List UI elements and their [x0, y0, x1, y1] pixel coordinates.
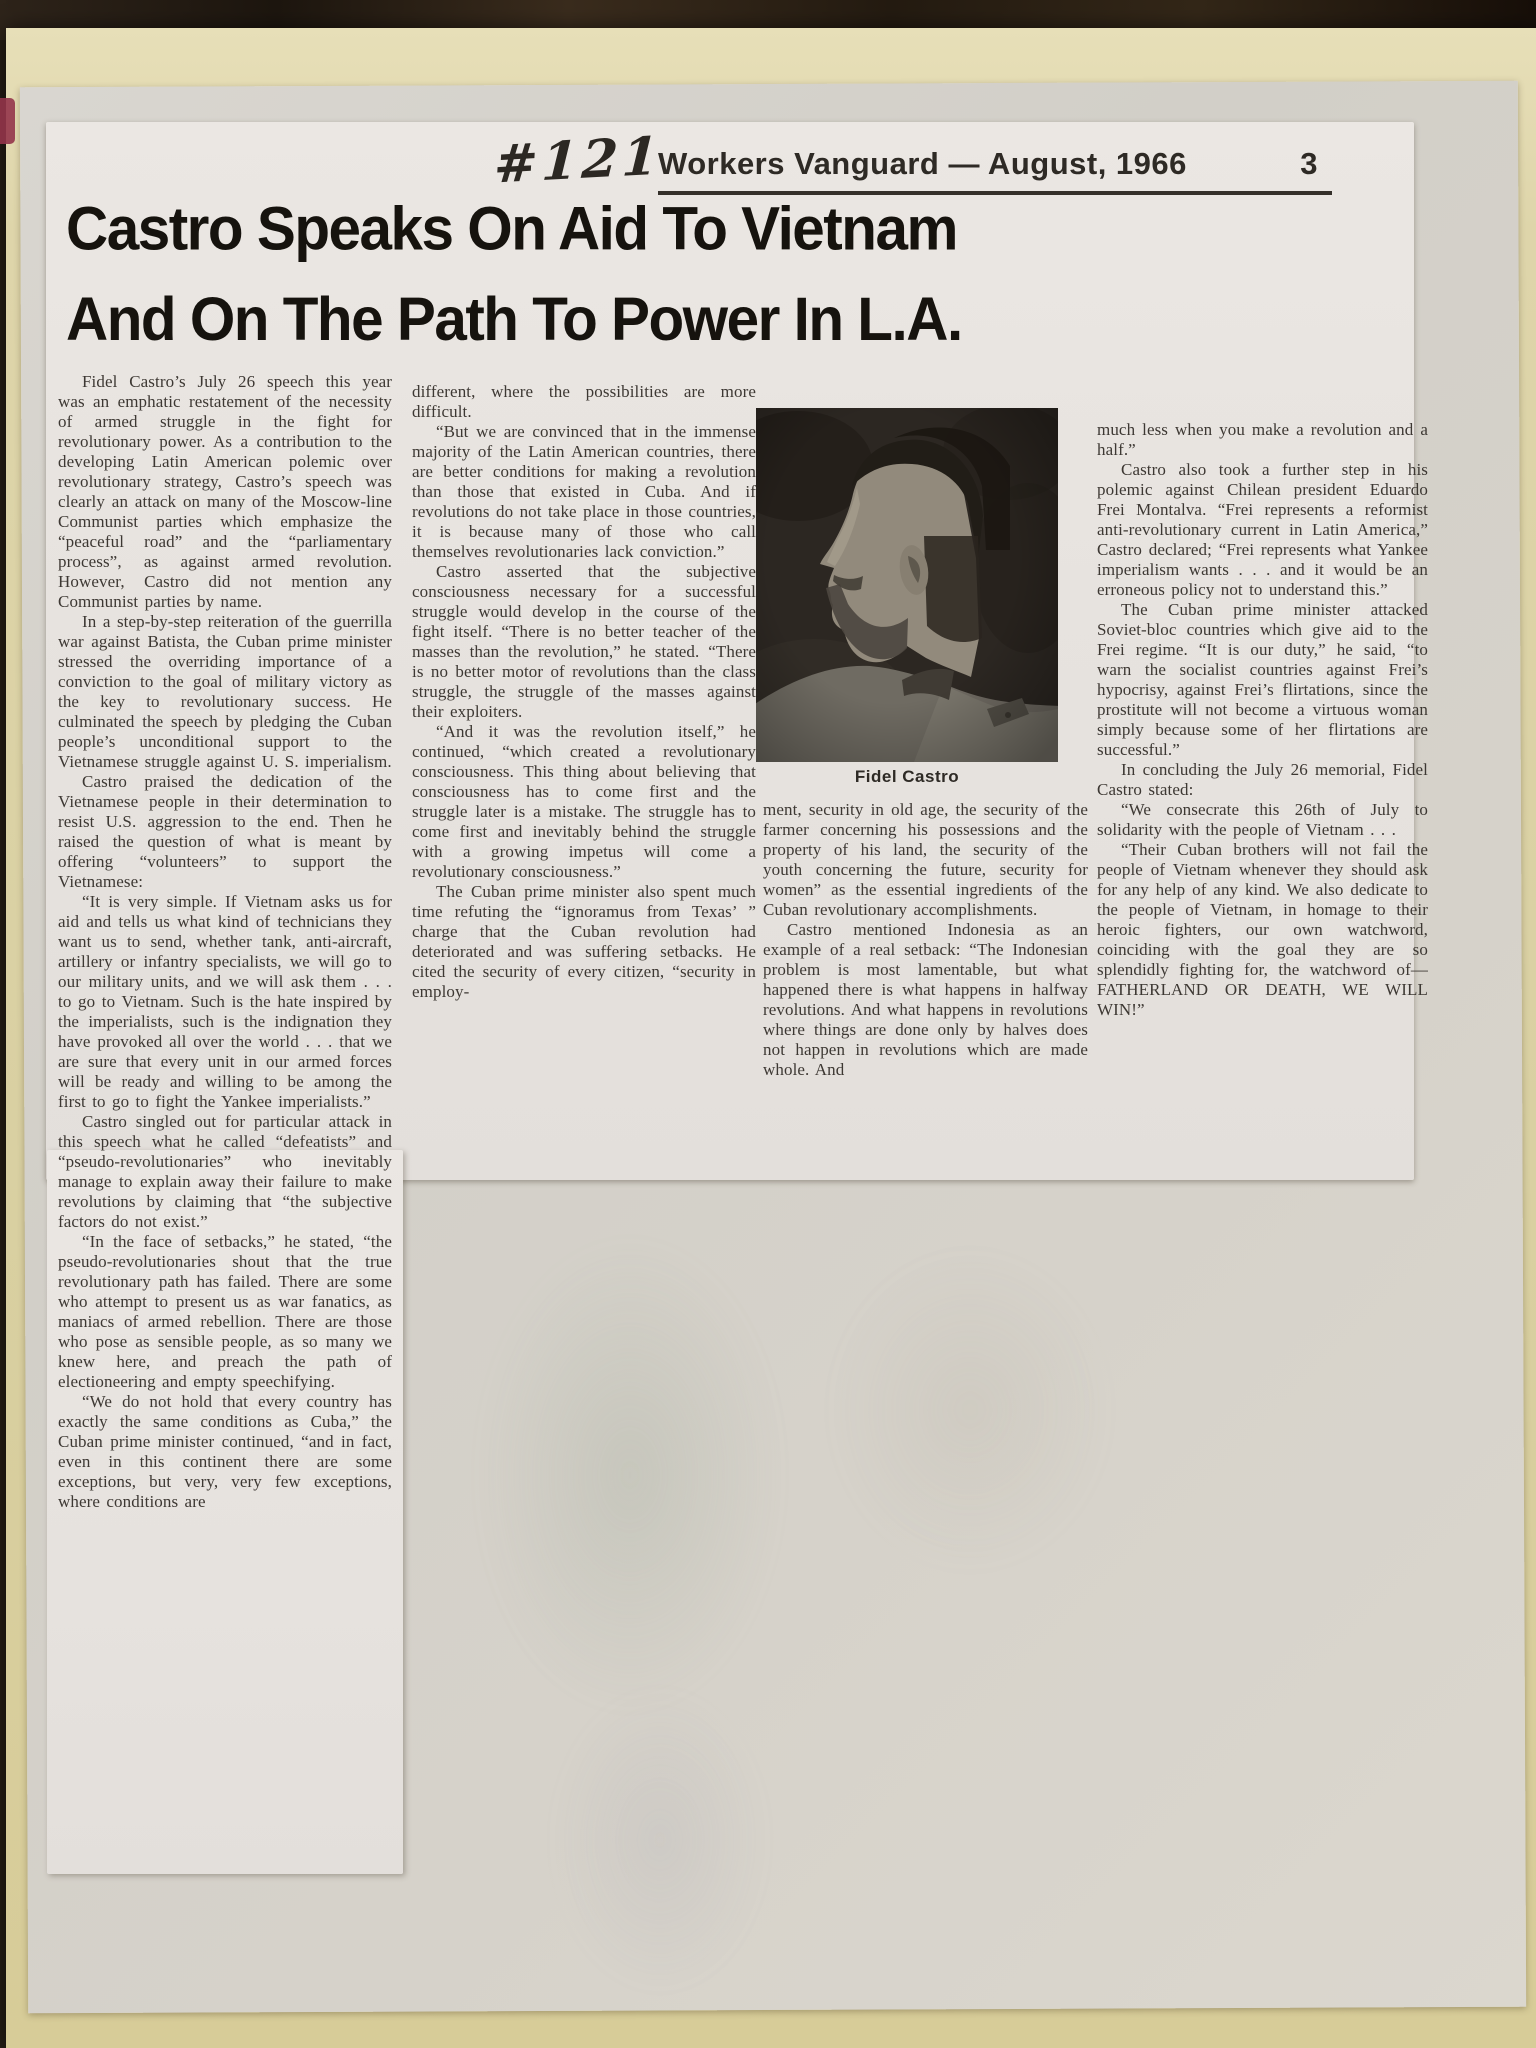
article-paragraph: Castro also took a further step in his polemic against Chilean president Eduardo Frei Montalva. “Frei represents a reformist anti-revolutionary current in Latin America,” Castro declared; “Frei represents what Yankee imperialism wants . . . and it would be an erroneous policy not to understand this.”	[1097, 460, 1428, 599]
publication-title-date: Workers Vanguard — August, 1966	[658, 146, 1187, 181]
article-paragraph: In a step-by-step reiteration of the guerrilla war against Batista, the Cuban prime minister stressed the overriding importance of a conviction to the goal of military victory as the key to revolutionary success. He culminated the speech by pledging the Cuban people’s unconditional support to the Vietnamese struggle against U. S. imperialism.	[58, 612, 392, 771]
article-paragraph: The Cuban prime minister also spent much time refuting the “ignoramus from Texas’ ” charge that the Cuban revolution had deteriorated and was suffering setbacks. He cited the security of every citizen, “security in employ-	[412, 882, 756, 1001]
headline-line2: And On The Path To Power In L.A.	[66, 284, 962, 354]
article-paragraph: “Their Cuban brothers will not fail the people of Vietnam whenever they should ask for any help of any kind. We also dedicate to the people of Vietnam, in homage to their heroic fighters, our own watchword, coinciding with the goal they are so splendidly fighting for, the watchword of—FATHERLAND OR DEATH, WE WILL WIN!”	[1097, 840, 1428, 1019]
headline-line1: Castro Speaks On Aid To Vietnam	[66, 194, 957, 264]
article-column-2	[412, 382, 756, 1002]
bleed-through-ghost	[830, 1250, 1110, 1570]
article-paragraph: Castro praised the dedication of the Vietnamese people in their determination to resist U.S. aggression to the end. Then he raised the question of what is meant by offering “volunteers” to support the Vietnamese:	[58, 772, 392, 891]
article-column-1	[58, 372, 392, 1512]
article-paragraph: much less when you make a revolution and a half.”	[1097, 420, 1428, 459]
article-column-3	[763, 800, 1088, 1080]
article-paragraph: “We consecrate this 26th of July to solidarity with the people of Vietnam . . .	[1097, 800, 1428, 839]
bleed-through-ghost	[480, 1240, 780, 1710]
article-paragraph: Castro mentioned Indonesia as an example of a real setback: “The Indonesian problem is most lamentable, but what happened there is what happens in halfway revolutions. And what happens in revolutions where things are done only by halves does not happen in revolutions which are made whole. And	[763, 920, 1088, 1079]
photo-caption: Fidel Castro	[854, 767, 960, 786]
article-paragraph: “We do not hold that every country has exactly the same conditions as Cuba,” the Cuban prime minister continued, “and in fact, even in this continent there are some exceptions, but very, very few exceptions, where conditions are	[58, 1392, 392, 1511]
article-paragraph: Fidel Castro’s July 26 speech this year was an emphatic restatement of the necessity of armed struggle in the fight for revolutionary power. As a contribution to the developing Latin American polemic over revolutionary strategy, Castro’s speech was clearly an attack on many of the Moscow-line Communist parties which emphasize the “peaceful road” and the “parliamentary process”, as against armed revolution. However, Castro did not mention any Communist parties by name.	[58, 372, 392, 611]
castro-portrait-image	[756, 408, 1058, 762]
article-column-4	[1097, 420, 1428, 1020]
handwritten-issue-number: #121	[492, 125, 664, 196]
article-paragraph: different, where the possibilities are more difficult.	[412, 382, 756, 421]
page-number: 3	[1300, 146, 1318, 181]
article-paragraph: Castro asserted that the subjective consciousness necessary for a successful struggle would develop in the course of the fight itself. “There is no better teacher of the masses than the revolution,” he stated. “There is no better motor of revolutions than the class struggle, the struggle of the masses against their exploiters.	[412, 562, 756, 721]
article-headline	[66, 184, 1401, 365]
article-paragraph: “But we are convinced that in the immense majority of the Latin American countries, there are better conditions for making a revolution than those that existed in Cuba. And if revolutions do not take place in those countries, it is because many of those who call themselves revolutionaries lack conviction.”	[412, 422, 756, 561]
red-edge-mark	[0, 98, 15, 144]
article-paragraph: ment, security in old age, the security of the farmer concerning his possessions and the property of his land, the security of the youth concerning the future, security for women” as the essential ingredients of the Cuban revolutionary accomplishments.	[763, 800, 1088, 919]
article-paragraph: “It is very simple. If Vietnam asks us for aid and tells us what kind of technicians they want us to send, whether tank, anti-aircraft, artillery or infantry specialists, we will go to our military units, and we will ask them . . . to go to Vietnam. Such is the hate inspired by the imperialists, such is the indignation they have provoked all over the world . . . that we are sure that every unit in our armed forces will be ready and willing to be among the first to go to fight the Yankee imperialists.”	[58, 892, 392, 1111]
bleed-through-ghost	[555, 1690, 765, 1990]
article-paragraph: In concluding the July 26 memorial, Fidel Castro stated:	[1097, 760, 1428, 799]
article-paragraph: “In the face of setbacks,” he stated, “the pseudo-revolutionaries shout that the true revolutionary path has failed. There are some who attempt to present us as war fanatics, as maniacs of armed rebellion. There are those who pose as sensible people, as so many we knew here, and preach the path of electioneering and empty speechifying.	[58, 1232, 392, 1391]
photo-fidel-castro	[756, 408, 1058, 787]
article-paragraph: “And it was the revolution itself,” he continued, “which created a revolutionary consciousness. This thing about believing that consciousness has to come first and the struggle later is a mistake. The struggle has to come first and inevitably behind the struggle with a growing impetus will come a revolutionary consciousness.”	[412, 722, 756, 881]
article-paragraph: The Cuban prime minister attacked Soviet-bloc countries which give aid to the Frei regime. “It is our duty,” he said, “to warn the socialist countries against Frei’s hypocrisy, against Frei’s flirtations, since the prostitute will not become a virtuous woman simply because some of her flirtations are successful.”	[1097, 600, 1428, 759]
article-paragraph: Castro singled out for particular attack in this speech what he called “defeatists” and “pseudo-revolutionaries” who inevitably manage to explain away their failure to make revolutions by claiming that “the subjective factors do not exist.”	[58, 1112, 392, 1231]
